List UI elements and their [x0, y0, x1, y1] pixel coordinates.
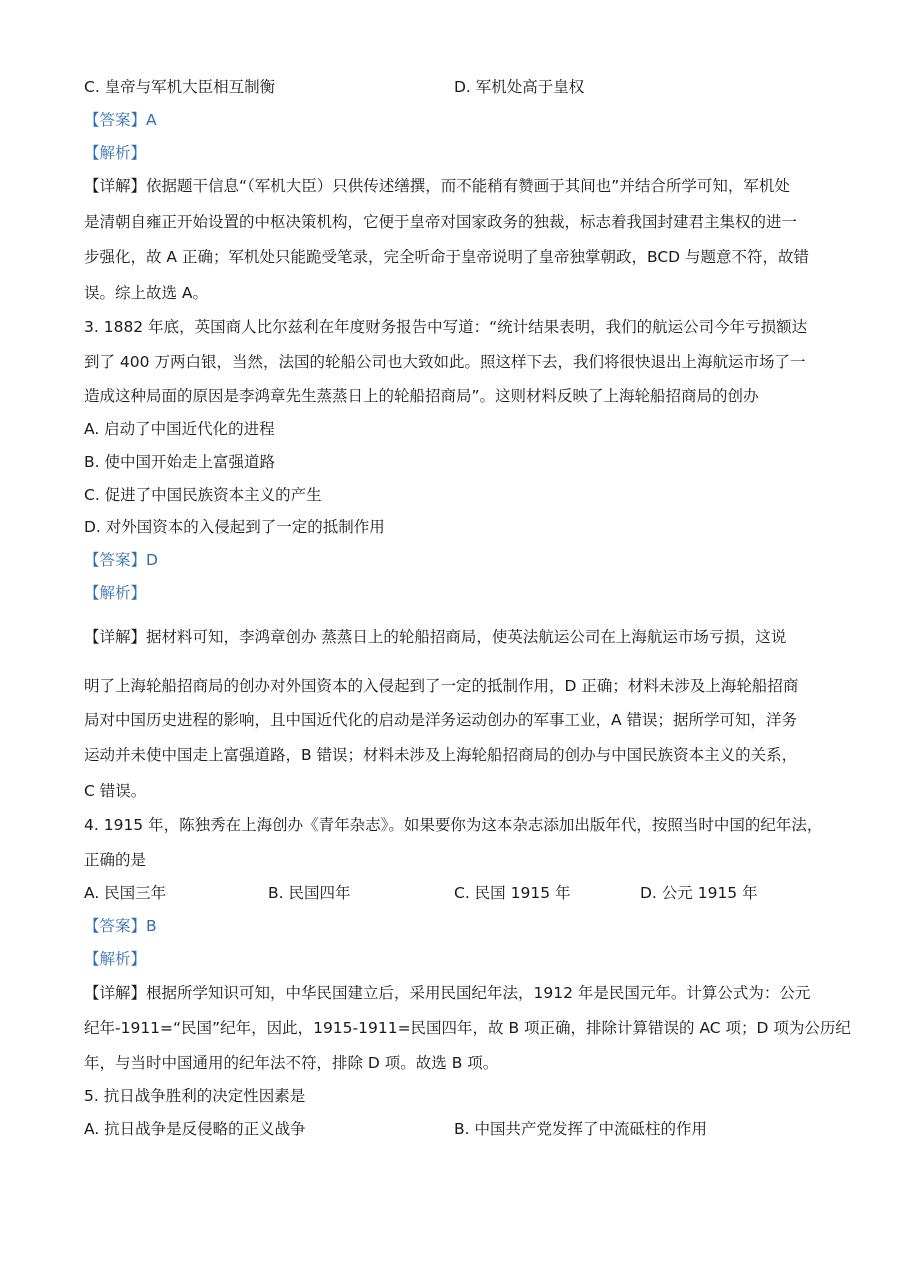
q4-analysis-label: 【解析】: [84, 950, 147, 968]
q3-option-a: A. 启动了中国近代化的进程: [84, 420, 275, 438]
q3-detail-line: C 错误。: [84, 782, 147, 800]
q3-detail-line: 【详解】据材料可知，李鸿章创办 蒸蒸日上的轮船招商局，使英法航运公司在上海航运市场亏损，这说: [84, 628, 787, 646]
q4-option-d: D. 公元 1915 年: [640, 884, 758, 902]
q3-option-b: B. 使中国开始走上富强道路: [84, 453, 275, 471]
q4-detail-line: 纪年-1911=“民国”纪年，因此，1915-1911=民国四年，故 B 项正确，排除计算错误的 AC 项；D 项为公历纪: [84, 1019, 851, 1037]
q4-answer: 【答案】B: [84, 917, 157, 935]
q4-stem-line: 正确的是: [84, 851, 147, 869]
q2-detail-line: 误。综上故选 A。: [84, 284, 209, 302]
q3-stem-line: 3. 1882 年底，英国商人比尔兹利在年度财务报告中写道：“统计结果表明，我们的航运公司今年亏损额达: [84, 318, 808, 336]
q4-option-b: B. 民国四年: [268, 884, 351, 902]
q3-option-d: D. 对外国资本的入侵起到了一定的抵制作用: [84, 518, 385, 536]
q3-detail-line: 运动并未使中国走上富强道路，B 错误；材料未涉及上海轮船招商局的创办与中国民族资本主义的关系，: [84, 746, 798, 764]
q2-answer: 【答案】A: [84, 111, 157, 129]
q3-answer: 【答案】D: [84, 551, 158, 569]
q2-analysis-label: 【解析】: [84, 144, 147, 162]
q3-stem-line: 到了 400 万两白银，当然，法国的轮船公司也大致如此。照这样下去，我们将很快退出上海航运市场了一: [84, 353, 806, 371]
q5-stem: 5. 抗日战争胜利的决定性因素是: [84, 1087, 306, 1105]
q4-detail-line: 年，与当时中国通用的纪年法不符，排除 D 项。故选 B 项。: [84, 1054, 499, 1072]
q4-detail-line: 【详解】根据所学知识可知，中华民国建立后，采用民国纪年法，1912 年是民国元年。计算公式为：公元: [84, 984, 811, 1002]
q5-option-b: B. 中国共产党发挥了中流砥柱的作用: [454, 1120, 707, 1138]
q2-detail-line: 步强化，故 A 正确；军机处只能跪受笔录，完全听命于皇帝说明了皇帝独掌朝政，BCD 与题意不符，故错: [84, 248, 810, 266]
q4-stem-line: 4. 1915 年，陈独秀在上海创办《青年杂志》。如果要你为这本杂志添加出版年代，按照当时中国的纪年法，: [84, 816, 823, 834]
q4-option-c: C. 民国 1915 年: [454, 884, 571, 902]
q2-detail-line: 【详解】依据题干信息“（军机大臣）只供传述缮撰，而不能稍有赞画于其间也”并结合所学可知，军机处: [84, 177, 790, 195]
q2-option-c: C. 皇帝与军机大臣相互制衡: [84, 78, 276, 96]
q4-option-a: A. 民国三年: [84, 884, 167, 902]
q3-detail-line: 局对中国历史进程的影响，且中国近代化的启动是洋务运动创办的军事工业，A 错误；据所学可知，洋务: [84, 711, 798, 729]
q3-analysis-label: 【解析】: [84, 584, 147, 602]
q3-option-c: C. 促进了中国民族资本主义的产生: [84, 486, 322, 504]
q3-stem-line: 造成这种局面的原因是李鸿章先生蒸蒸日上的轮船招商局”。这则材料反映了上海轮船招商局的创办: [84, 387, 759, 405]
q2-option-d: D. 军机处高于皇权: [454, 78, 585, 96]
q5-option-a: A. 抗日战争是反侵略的正义战争: [84, 1120, 306, 1138]
q2-detail-line: 是清朝自雍正开始设置的中枢决策机构，它便于皇帝对国家政务的独裁，标志着我国封建君主集权的进一: [84, 213, 798, 231]
q3-detail-line: 明了上海轮船招商局的创办对外国资本的入侵起到了一定的抵制作用，D 正确；材料未涉及上海轮船招商: [84, 677, 799, 695]
